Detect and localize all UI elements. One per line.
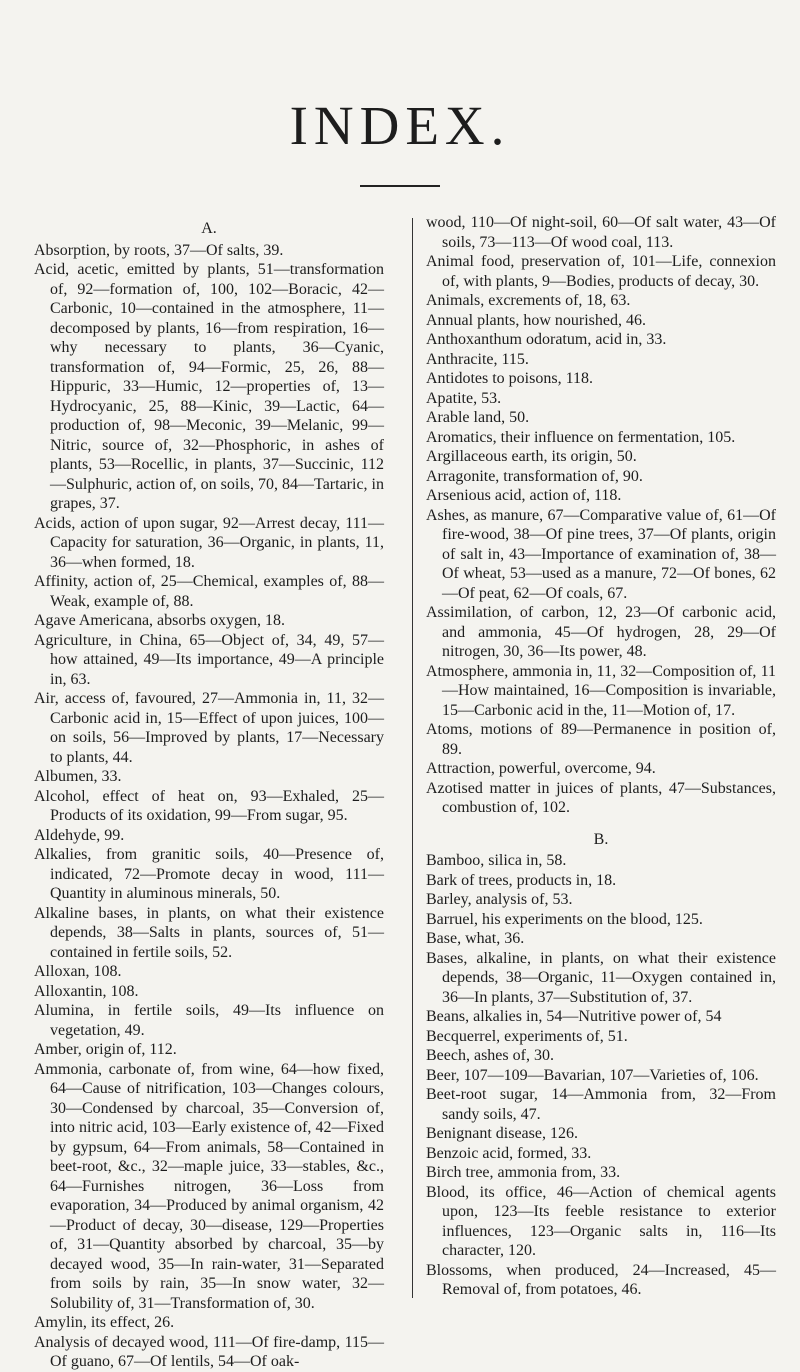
index-entry: Alkaline bases, in plants, on what their existence depends, 38—Salts in plants, sources of, 51—contained in fertile soils, 52. [34, 904, 384, 961]
index-entry: Benzoic acid, formed, 33. [426, 1144, 592, 1162]
column-divider [412, 218, 413, 1298]
index-entry: Acids, action of upon sugar, 92—Arrest decay, 111—Capacity for saturation, 36—Organic, in plants, 11, 36—when formed, 18. [34, 514, 384, 571]
index-entry: Antidotes to poisons, 118. [426, 370, 593, 387]
index-entry: Assimilation, of carbon, 12, 23—Of carbonic acid, and ammonia, 45—Of hydrogen, 28, 29—Of nitrogen, 30, 36—Its power, 48. [426, 604, 776, 660]
index-entry: Blossoms, when produced, 24—Increased, 45—Removal of, from potatoes, 46. [426, 1261, 776, 1298]
index-entry: Agriculture, in China, 65—Object of, 34, 49, 57—how attained, 49—Its importance, 49—A principle in, 63. [34, 631, 384, 688]
index-entry: Alloxantin, 108. [34, 982, 139, 1000]
index-entry: Atmosphere, ammonia in, 11, 32—Composition of, 11—How maintained, 16—Composition is invariable, 15—Carbonic acid in the, 11—Motion of, 17. [426, 662, 776, 719]
right-column [426, 213, 776, 1300]
right-entries-b [426, 851, 776, 1300]
index-entry: Beet-root sugar, 14—Ammonia from, 32—From sandy soils, 47. [426, 1086, 776, 1123]
index-entry: Beans, alkalies in, 54—Nutritive power of, 54 [426, 1008, 722, 1025]
index-entry: Apatite, 53. [426, 389, 502, 407]
continued-entry: wood, 110—Of night-soil, 60—Of salt water, 43—Of soils, 73—113—Of wood coal, 113. [426, 214, 776, 251]
index-entry: Absorption, by roots, 37—Of salts, 39. [34, 241, 284, 259]
index-entry: Azotised matter in juices of plants, 47—Substances, combustion of, 102. [426, 779, 776, 816]
index-entry: Amylin, its effect, 26. [34, 1314, 175, 1331]
index-entry: Arsenious acid, action of, 118. [426, 487, 622, 504]
index-entry: Bases, alkaline, in plants, on what their existence depends, 38—Organic, 11—Oxygen contained in, 36—In plants, 37—Substitution of, 37. [426, 949, 776, 1006]
index-entry: Alkalies, from granitic soils, 40—Presence of, indicated, 72—Promote decay in wood, 111—Quantity in aluminous minerals, 50. [34, 846, 384, 902]
index-entry: Agave Americana, absorbs oxygen, 18. [34, 612, 286, 629]
index-entry: Base, what, 36. [426, 930, 525, 947]
index-entry: Acid, acetic, emitted by plants, 51—transformation of, 92—formation of, 100, 102—Boracic, 42—Carbonic, 10—contained in the atmosphere, 11—decomposed by plants, 16—from respiration, 16—why necessary to plants, 36—Cyanic, transformation of, 94—Formic, 25, 26, 88—Hippuric, 33—Humic, 12—properties of, 13—Hydrocyanic, 25, 88—Kinic, 39—Lactic, 64—production of, 98—Meconic, 39—Melanic, 99—Nitric, source of, 32—Phosphoric, in ashes of plants, 53—Rocellic, in plants, 37—Succinic, 112—Sulphuric, action of, on soils, 70, 84—Tartaric, in grapes, 37. [34, 261, 384, 512]
title-rule [360, 185, 440, 187]
index-entry: Aldehyde, 99. [34, 826, 125, 844]
index-entry: Arragonite, transformation of, 90. [426, 467, 643, 485]
index-entry: Animal food, preservation of, 101—Life, connexion of, with plants, 9—Bodies, products of decay, 30. [426, 253, 776, 290]
index-entry: Ashes, as manure, 67—Comparative value of, 61—Of fire-wood, 38—Of pine trees, 37—Of plants, origin of salt in, 43—Importance of examination of, 38—Of wheat, 53—used as a manure, 72—Of bones, 62—Of peat, 62—Of coals, 67. [426, 506, 776, 602]
index-entry: Alcohol, effect of heat on, 93—Exhaled, 25—Products of its oxidation, 99—From sugar, 95. [34, 787, 384, 824]
left-column [34, 219, 384, 1372]
index-entry: Bark of trees, products in, 18. [426, 871, 617, 889]
index-entry: Air, access of, favoured, 27—Ammonia in, 11, 32—Carbonic acid in, 15—Effect of upon juices, 100—on soils, 56—Improved by plants, 17—Necessary to plants, 44. [34, 690, 384, 766]
index-entry: Ammonia, carbonate of, from wine, 64—how fixed, 64—Cause of nitrification, 103—Changes colours, 30—Condensed by charcoal, 35—Conversion of, into nitric acid, 103—Early existence of, 42—Fixed by gypsum, 64—From animals, 58—Contained in beet-root, &c., 32—maple juice, 33—stables, &c., 64—Furnishes nitrogen, 36—Loss from evaporation, 34—Produced by animal organism, 42—Product of decay, 30—disease, 129—Properties of, 31—Quantity absorbed by charcoal, 35—by decayed wood, 35—In rain-water, 31—Separated from soils by rain, 35—In snow water, 32—Solubility of, 31—Transformation of, 30. [34, 1060, 384, 1312]
section-letter-b: B. [593, 830, 609, 848]
index-entry: Alloxan, 108. [34, 963, 122, 980]
index-entry: Barley, analysis of, 53. [426, 891, 573, 908]
index-entry: Amber, origin of, 112. [34, 1041, 177, 1058]
index-entry: Anthracite, 115. [426, 350, 529, 368]
index-entry: Annual plants, how nourished, 46. [426, 311, 646, 329]
index-entry: Benignant disease, 126. [426, 1125, 578, 1142]
index-entry: Alumina, in fertile soils, 49—Its influence on vegetation, 49. [34, 1002, 384, 1039]
index-entry: Birch tree, ammonia from, 33. [426, 1164, 621, 1181]
index-entry: Beech, ashes of, 30. [426, 1047, 554, 1064]
index-entry: Anthoxanthum odoratum, acid in, 33. [426, 331, 667, 348]
index-entry: Affinity, action of, 25—Chemical, examples of, 88—Weak, example of, 88. [34, 573, 384, 610]
right-entries-a [426, 252, 776, 818]
index-entry: Analysis of decayed wood, 111—Of fire-damp, 115—Of guano, 67—Of lentils, 54—Of oak- [34, 1333, 384, 1370]
index-entry: Beer, 107—109—Bavarian, 107—Varieties of, 106. [426, 1066, 759, 1084]
index-entry: Blood, its office, 46—Action of chemical agents upon, 123—Its feeble resistance to exterior influences, 123—Organic salts in, 116—Its character, 120. [426, 1183, 776, 1259]
section-letter-a: A. [201, 220, 217, 237]
page-title: INDEX. [289, 95, 511, 156]
index-entry: Argillaceous earth, its origin, 50. [426, 448, 637, 465]
index-entry: Animals, excrements of, 18, 63. [426, 292, 631, 309]
index-entry: Bamboo, silica in, 58. [426, 852, 567, 869]
index-entry: Attraction, powerful, overcome, 94. [426, 760, 656, 777]
index-entry: Barruel, his experiments on the blood, 125. [426, 910, 703, 928]
index-entry: Albumen, 33. [34, 768, 122, 785]
index-entry: Arable land, 50. [426, 409, 530, 426]
index-entry: Aromatics, their influence on fermentation, 105. [426, 428, 736, 446]
left-entries [34, 241, 384, 1372]
index-entry: Becquerrel, experiments of, 51. [426, 1027, 628, 1045]
index-entry: Atoms, motions of 89—Permanence in position of, 89. [426, 721, 776, 758]
